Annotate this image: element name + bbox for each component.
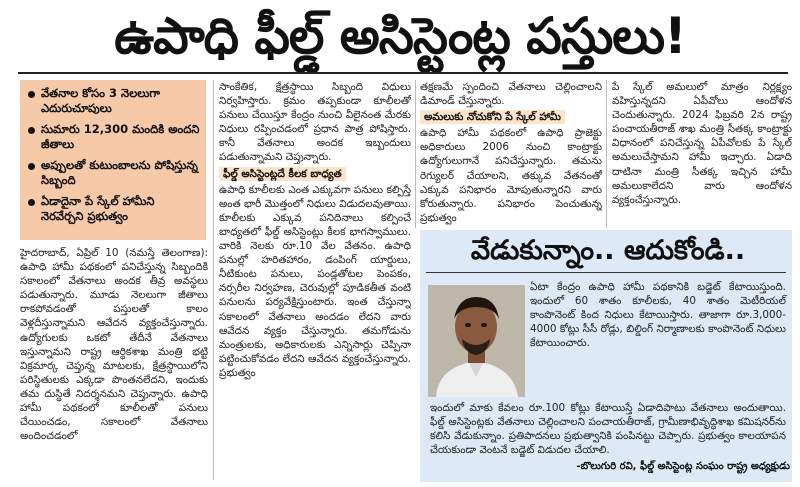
person-photo [428,285,525,397]
column-1 [20,246,208,482]
bullet-icon [28,127,35,134]
quote-heading-rule [426,272,786,273]
quote-body: ఏటా కేంద్రం ఉపాధి హామీ పథకానికి బడ్జెట్‌ కేటాయిస్తుంది. ఇందులో 60 శాతం కూలీలకు, 40 శాతం మెటీరియల్‌ కాంపొనెంట్‌ కింద నిధులు కేటాయిస్తారు. తాజాగా రూ.3,000-4000 కోట్లు సీసీ రోడ్లు, బిల్డింగ్‌ నిర్మాణాలకు కాంపొనెంట్‌ నిధులు కేటాయించారు. [530,281,786,350]
highlight-item [28,86,200,116]
column-divider [415,80,416,228]
paragraph: ఉపాధి కూలీలకు ఎంత ఎక్కువగా పనులు కల్పిస్తే అంత భారీ మొత్తంలో నిధులు విడుదలవుతాయి. కూలీలకు ఎక్కువ పనిదినాలు కల్పించే బాధ్యతలో ఫీల్డ్‌ అసిస్టెంట్లు కీలక భాగస్వాములు. వారికి నెలకు రూ.10 వేల వేతనం. ఉపాధి పనుల్లో హరితహారం, డంపింగ్‌ యార్డులు, నీటికుంట పనులు, పండ్లతోటల పెంపకం, నర్సరీల నిర్వహణ, చెరువుల్లో పూడికతీత వంటి పనులను పర్యవేక్షిస్తుంటారు. ఇంత చేస్తున్నా సకాలంలో వేతనాలు అందడం లేదని వారు ఆవేదన వ్యక్తం చేస్తున్నారు. తమగోడును మంత్రులకు, అధికారులకు ఎన్నిసార్లు చెప్పినా పట్టించుకోవడం లేదని ఆవేదన వ్యక్తంచేస్తున్నారు. ప్రభుత్వం [219,183,411,379]
highlight-item [28,122,200,152]
paragraph: పే స్కేల్‌ అమలులో మాత్రం నిర్లక్ష్యం వహిస్తున్నదని ఏపీవోలు ఆందోళన చెందుతున్నారు. 2024 ఫిబ్రవరి 2న రాష్ట్ర పంచాయతీరాజ్‌ శాఖ మంత్రి సీతక్క కాంట్రాక్టు విధానంలో పనిచేస్తున్న ఏపీవోలకు పే స్కేల్‌ అమలుచేస్తామని హామీ ఇచ్చారు. ఏడాది దాటినా మంత్రి సీతక్క ఇచ్చిన హామీ అమలుకాలేదని వారు ఆందోళన వ్యక్తంచేస్తున్నారు. [612,81,792,206]
quote-continuation: ఇందులో మాకు కేవలం రూ.100 కోట్లు కేటాయిస్తే ఏడాదిపాటు వేతనాలు అందుతాయి. ఫీల్డ్‌ అసిస్టెంట్లకు వేతనాలు చెల్లించాలని పంచాయతీరాజ్‌, గ్రామీణాభివృద్ధిశాఖ కమిషనర్‌ను కలిసి వేడుకున్నాం. ప్రతిపాదనలు ప్రభుత్వానికి పంపినట్టు చెప్పారు. ప్రభుత్వం కాలయాపన చేయకుండా వెంటనే బడ్జెట్‌ విడుదల చేయాలి. [430,402,786,457]
column-2 [219,80,411,482]
subheading: అమలుకు నోచుకోని పే స్కేల్‌ హామీ [420,110,565,124]
highlight-text: ఏడాదైనా పే స్కేల్‌ హామీని నెరవేర్చని ప్రభుత్వం [41,194,155,223]
headline-rule [18,72,788,74]
column-divider [213,80,214,480]
highlight-text: అప్పులతో కుటుంబాలను పోషిస్తున్న సిబ్బంది [41,158,198,187]
bullet-icon [28,199,35,206]
highlight-text: వేతనాల కోసం 3 నెలలుగా ఎదురుచూపులు [41,86,160,115]
column-3 [420,80,602,226]
bullet-icon [28,91,35,98]
paragraph: తక్షణమే స్పందించి వేతనాలు చెల్లించాలని డిమాండ్‌ చేస్తున్నారు. [420,81,602,108]
headline: ఉపాధి ఫీల్డ్‌ అసిస్టెంట్ల పస్తులు! [114,7,686,65]
column-4 [612,80,792,226]
highlights-box [20,80,206,240]
paragraph: సాంకేతిక, క్షేత్రస్థాయి సిబ్బంది విధులు నిర్వహిస్తారు. క్రమం తప్పకుండా కూలీలతో పనులు చేయిస్తూ కేంద్రం నుంచి వీలైనంత మేరకు నిధులు రప్పించడంలో ప్రధాన పాత్ర పోషిస్తారు. కానీ వేతనాలు అందక ఇబ్బందులు పడుతున్నామని చెప్తున్నారు. [219,81,411,164]
highlight-item [28,158,200,188]
bullet-icon [28,163,35,170]
highlight-text: సుమారు 12,300 మందికి అందని జీతాలు [41,122,200,151]
subheading: ఫీల్డ్‌ అసిస్టెంట్లదే కీలక బాధ్యత [219,167,346,181]
highlight-item [28,194,200,224]
paragraph: ఉపాధి హామీ పథకంలో ఉపాధి ప్రాజెక్టు అధికారులు 2006 నుంచి కాంట్రాక్టు ఉద్యోగులుగానే పనిచేస్తున్నారు. తమను రెగ్యులర్‌ చేయాలని, తక్కువ వేతనంతో ఎక్కువ పనిభారం మోపుతున్నారని వారు కోరుతున్నారు. పనిభారం పెంచుతున్న ప్రభుత్వం [420,127,602,224]
dateline-paragraph: హైదరాబాద్‌, ఏప్రిల్‌ 10 (నమస్తే తెలంగాణ): ఉపాధి హామీ పథకంలో పనిచేస్తున్న సిబ్బందికి సకాలంలో వేతనాలు అందక తీవ్ర అవస్థలు పడుతున్నారు. మూడు నెలలుగా జీతాలు రాకపోవడంతో పస్తులతో కాలం వెళ్లదీస్తున్నామని ఆవేదన వ్యక్తంచేస్తున్నారు. ఉద్యోగులకు ఒకటో తేదీనే వేతనాలు ఇస్తున్నామని రాష్ట్ర ఆర్థికశాఖ మంత్రి భట్టి విక్రమార్క చెప్తున్న మాటలకు, క్షేత్రస్థాయిలోని పరిస్థితులకు ఎక్కడా పొంతనలేదని, ఇందుకు తమ దుస్థితే నిదర్శనమని చెప్తున్నారు. ఉపాధి హామీ పథకంలో కూలీలతో పనులు చేయించడం, సకాలంలో వేతనాలు అందించడంలో [20,247,208,443]
quote-heading: వేడుకున్నాం.. ఆదుకోండి.. [470,235,746,266]
byline: -బొలుగురి రవి, ఫీల్డ్‌ అసిస్టెంట్ల సంఘం రాష్ట్ర అధ్యక్షుడు [576,461,790,472]
column-divider [606,80,607,228]
person-portrait-icon [428,285,525,397]
